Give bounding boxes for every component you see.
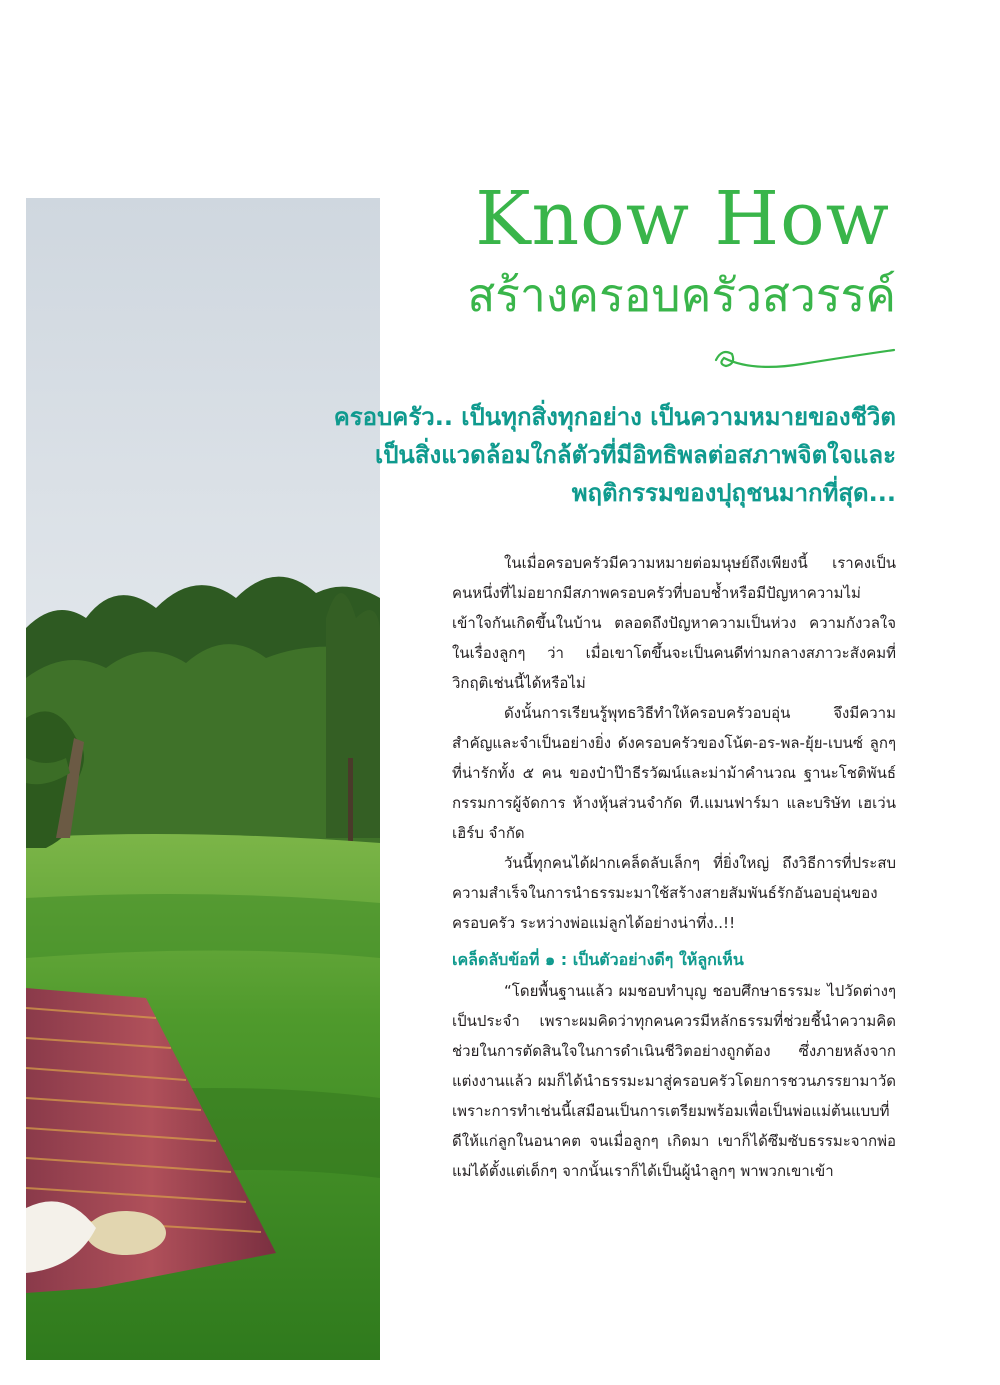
park-photo	[26, 198, 380, 1360]
paragraph: ในเมื่อครอบครัวมีความหมายต่อมนุษย์ถึงเพียงนี้ เราคงเป็นคนหนึ่งที่ไม่อยากมีสภาพครอบครัวที่บอบช้ำหรือมีปัญหาความไม่เข้าใจกันเกิดขึ้นในบ้าน ตลอดถึงปัญหาความเป็นห่วง ความกังวลใจในเรื่องลูกๆ ว่า เมื่อเขาโตขึ้นจะเป็นคนดีท่ามกลางสภาวะสังคมที่วิกฤติเช่นนี้ได้หรือไม่	[452, 554, 896, 692]
lead-line: เป็นสิ่งแวดล้อมใกล้ตัวที่มีอิทธิพลต่อสภาพจิตใจและ	[374, 441, 896, 469]
page-subtitle: สร้างครอบครัวสวรรค์	[467, 268, 896, 322]
section-heading: เคล็ดลับข้อที่ ๑ : เป็นตัวอย่างดีๆ ให้ลูกเห็น	[452, 950, 744, 969]
decorative-swash-icon	[712, 342, 898, 380]
article-body	[452, 548, 896, 1186]
lead-quote	[296, 398, 896, 512]
lead-line: ครอบครัว.. เป็นทุกสิ่งทุกอย่าง เป็นความหมายของชีวิต	[333, 403, 896, 431]
paragraph: “โดยพื้นฐานแล้ว ผมชอบทำบุญ ชอบศึกษาธรรมะ ไปวัดต่างๆ เป็นประจำ เพราะผมคิดว่าทุกคนควรมีหลักธรรมที่ช่วยชี้นำความคิด ช่วยในการตัดสินใจในการดำเนินชีวิตอย่างถูกต้อง ซึ่งภายหลังจากแต่งงานแล้ว ผมก็ได้นำธรรมะมาสู่ครอบครัวโดยการชวนภรรยามาวัด เพราะการทำเช่นนี้เสมือนเป็นการเตรียมพร้อมเพื่อเป็นพ่อแม่ต้นแบบที่ดีให้แก่ลูกในอนาคต จนเมื่อลูกๆ เกิดมา เขาก็ได้ซึมซับธรรมะจากพ่อแม่ได้ตั้งแต่เด็กๆ จากนั้นเราก็ได้เป็นผู้นำลูกๆ พาพวกเขาเข้า	[452, 982, 896, 1180]
lead-line: พฤติกรรมของปุถุชนมากที่สุด...	[571, 479, 896, 507]
paragraph: วันนี้ทุกคนได้ฝากเคล็ดลับเล็กๆ ที่ยิ่งใหญ่ ถึงวิธีการที่ประสบความสำเร็จในการนำธรรมะมาใช้สร้างสายสัมพันธ์รักอันอบอุ่นของครอบครัว ระหว่างพ่อแม่ลูกได้อย่างน่าทึ่ง..!!	[452, 854, 896, 932]
page-title: Know How	[475, 176, 890, 262]
paragraph: ดังนั้นการเรียนรู้พุทธวิธีทำให้ครอบครัวอบอุ่น จึงมีความสำคัญและจำเป็นอย่างยิ่ง ดังครอบครัวของโน้ต-อร-พล-ยุ้ย-เบนซ์ ลูกๆ ที่น่ารักทั้ง ๕ คน ของป๋าป๊าธีรวัฒน์และม่าม้าคำนวณ ฐานะโชติพันธ์ กรรมการผู้จัดการ ห้างหุ้นส่วนจำกัด ที.แมนฟาร์มา และบริษัท เฮเว่นเฮิร์บ จำกัด	[452, 704, 896, 842]
